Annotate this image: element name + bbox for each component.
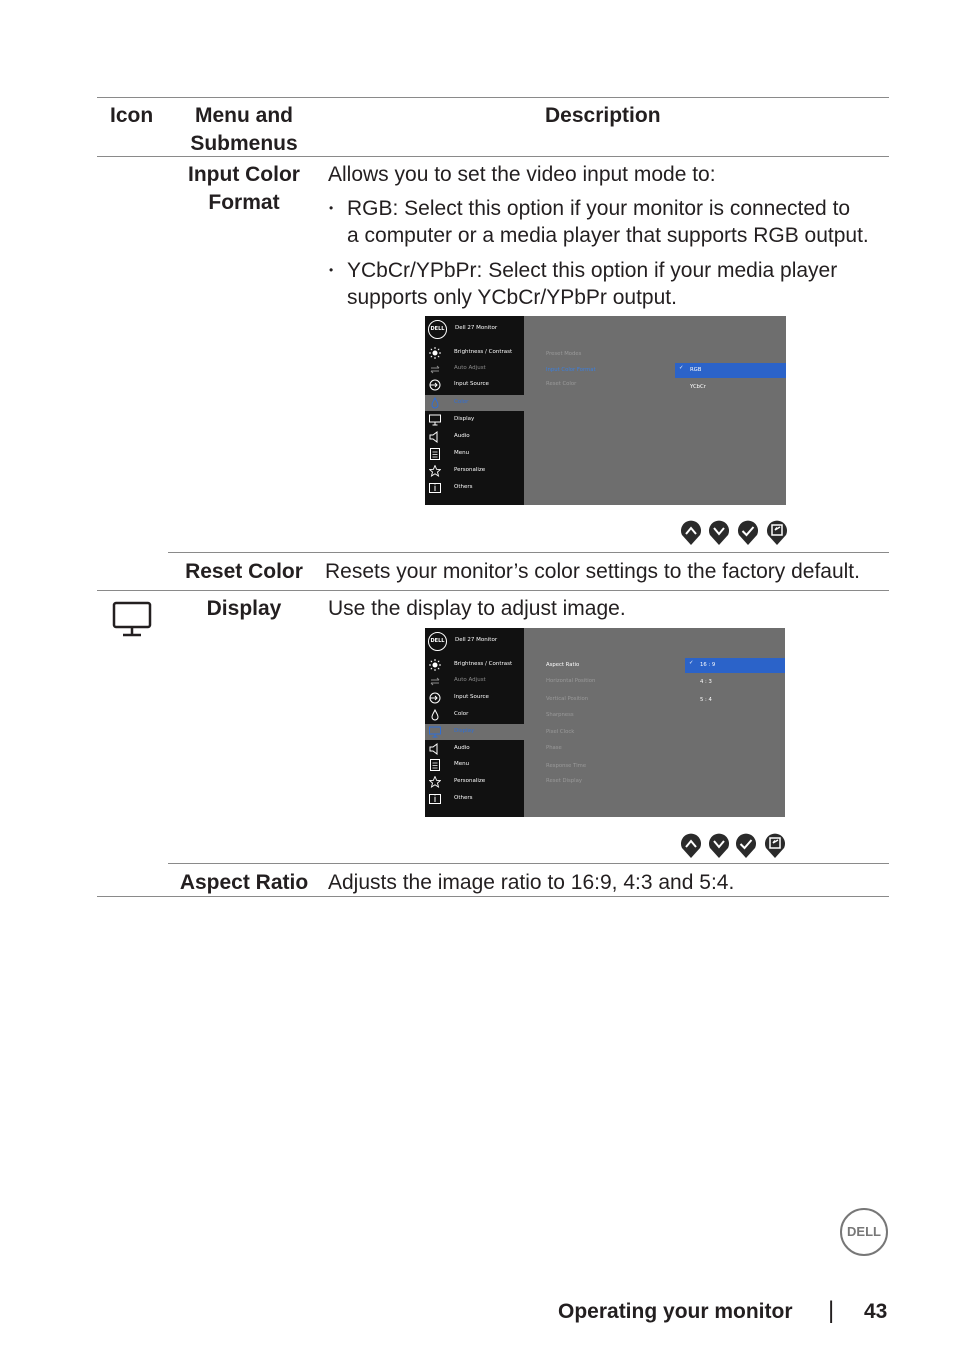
osd-menu-label: Audio [454,745,470,751]
auto-adjust-icon [429,363,441,375]
osd-option-5-4 [685,693,785,708]
osd-menu-color [425,395,524,411]
osd-menu-auto-adjust [425,673,524,689]
osd-menu-color [425,707,524,723]
osd-sub-response-time: Response Time [546,763,587,769]
auto-adjust-icon [429,675,441,687]
table-top-rule [97,97,889,98]
speaker-icon [429,743,441,755]
osd-menu-label: Auto Adjust [454,365,486,371]
reset-color-desc: Resets your monitor’s color settings to the factory default. [325,560,860,583]
menu-list-icon [429,448,441,460]
osd-menu-auto-adjust [425,361,524,377]
osd-menu-label: Display [454,416,475,422]
osd-option-rgb [675,363,786,378]
osd-menu-label: Others [454,484,473,490]
osd-menu-label: Menu [454,450,470,456]
osd-menu-display [425,724,524,740]
osd-sub-phase: Phase [546,745,562,751]
osd-sub-reset-color: Reset Color [546,381,577,387]
speaker-icon [429,431,441,443]
ratio-16-9: 16:9 [570,871,612,894]
osd-menu-display [425,412,524,428]
aspect-ratio-desc [328,869,734,896]
osd-sub-vertical-position: Vertical Position [546,696,589,702]
input-color-format-name [168,161,320,217]
bullet-rgb-text2: a computer or a media player that supports RGB output. [347,224,869,247]
osd-option-label: 16 : 9 [700,662,716,668]
dell-logo: DELL [840,1208,888,1256]
header-menu [168,102,320,158]
osd-menu-label: Input Source [454,381,489,387]
osd-menu-label: Personalize [454,778,486,784]
ratio-separator: , [611,871,624,894]
reset-color-top-rule [168,552,889,553]
osd-menu-others [425,480,524,496]
down-button-icon [708,520,730,546]
check-button-icon [737,520,759,546]
osd-menu-menu [425,757,524,773]
osd-menu-personalize [425,774,524,790]
osd-menu-label: Audio [454,433,470,439]
reset-color-bottom-rule [97,590,889,591]
osd-nav-buttons-2 [680,833,790,859]
menu-list-icon [429,759,441,771]
header-description: Description [545,104,661,127]
input-color-format-line2: Format [208,191,280,214]
osd-menu-input-source [425,690,524,706]
osd-menu-label: Personalize [454,467,486,473]
osd-sub-sharpness: Sharpness [546,712,574,718]
bullet-rgb-term: RGB: [347,197,399,220]
reset-color-name: Reset Color [185,560,303,583]
bullet-ycbcr-text2: supports only YCbCr/YPbPr output. [347,286,677,309]
osd-menu-label: Color [454,711,469,717]
osd-menu-label: Auto Adjust [454,677,486,683]
sun-icon [429,347,441,359]
monitor-icon [429,414,441,426]
osd-option-label: YCbCr [690,384,706,390]
osd-menu-label: Brightness / Contrast [454,661,513,667]
osd-menu-input-source [425,377,524,393]
sun-icon [429,659,441,671]
osd-menu-label: Color [454,399,469,405]
check-icon: ✓ [689,660,694,666]
osd-model: Dell 27 Monitor [455,637,498,643]
osd-menu-label: Menu [454,761,470,767]
star-icon [429,465,441,477]
ratio-5-4: 5:4 [699,871,729,894]
osd-screenshot-display [425,628,785,817]
osd-dell-logo: DELL [428,632,447,651]
osd-sub-horizontal-position: Horizontal Position [546,678,596,684]
osd-screenshot-color [425,316,786,505]
input-color-format-intro: Allows you to set the video input mode to: [328,163,716,186]
osd-menu-others [425,791,524,807]
osd-option-label: 4 : 3 [700,679,712,685]
osd-menu-brightness [425,657,524,673]
up-button-icon [680,833,702,859]
display-monitor-icon [112,601,152,637]
input-source-icon [429,692,441,704]
others-info-icon [429,793,441,805]
footer-divider: | [828,1297,835,1324]
osd-option-4-3 [685,675,785,690]
osd-sub-preset-modes: Preset Modes [546,351,582,357]
bullet-ycbcr-term: YCbCr/YPbPr: [347,259,483,282]
bullet-ycbcr-text1: Select this option if your media player [482,259,838,282]
table-bottom-rule [97,896,889,897]
star-icon [429,776,441,788]
osd-model: Dell 27 Monitor [455,325,498,331]
display-desc: Use the display to adjust image. [328,597,626,620]
osd-menu-brightness [425,345,524,361]
osd-menu-label: Others [454,795,473,801]
aspect-ratio-desc-text: Adjusts the image ratio to [328,871,571,894]
header-menu-line1: Menu and [195,104,293,127]
osd-menu-personalize [425,463,524,479]
osd-menu-label: Input Source [454,694,489,700]
check-icon: ✓ [679,365,684,371]
header-bottom-rule [97,156,889,157]
osd-dell-logo: DELL [428,320,447,339]
up-button-icon [680,520,702,546]
display-name: Display [206,597,282,620]
ratio-separator: and [652,871,700,894]
osd-option-label: 5 : 4 [700,697,712,703]
osd-menu-audio [425,429,524,445]
footer-section-title: Operating your monitor [558,1300,793,1323]
osd-option-ycbcr [675,380,786,395]
page-number: 43 [864,1300,888,1323]
check-button-icon [735,833,757,859]
aspect-ratio-top-rule [168,863,889,864]
osd-sub-reset-display: Reset Display [546,778,583,784]
input-source-icon [429,379,441,391]
color-drop-icon [429,397,441,409]
osd-sub-pixel-clock: Pixel Clock [546,729,575,735]
header-menu-line2: Submenus [190,132,298,155]
header-icon: Icon [110,104,154,127]
back-button-icon [764,833,786,859]
osd-menu-menu [425,446,524,462]
monitor-icon [429,726,441,738]
input-color-format-line1: Input Color [188,163,300,186]
osd-option-label: RGB [690,367,702,373]
bullet-rgb [329,195,869,249]
bullet-ycbcr [329,257,838,311]
bullet-dot: • [329,263,334,277]
ratio-4-3: 4:3 [623,871,653,894]
osd-menu-label: Brightness / Contrast [454,349,513,355]
bullet-dot: • [329,201,334,215]
down-button-icon [708,833,730,859]
osd-sub-aspect-ratio: Aspect Ratio [546,662,580,668]
aspect-ratio-name: Aspect Ratio [179,871,309,894]
osd-sub-input-color-format: Input Color Format [546,367,596,373]
bullet-rgb-text1: Select this option if your monitor is connected to [398,197,851,220]
osd-menu-label: Display [454,728,475,734]
osd-menu-audio [425,741,524,757]
ratio-end: . [728,871,735,894]
color-drop-icon [429,709,441,721]
others-info-icon [429,482,441,494]
back-button-icon [766,520,788,546]
osd-option-16-9 [685,658,785,673]
osd-nav-buttons-1 [680,520,790,546]
